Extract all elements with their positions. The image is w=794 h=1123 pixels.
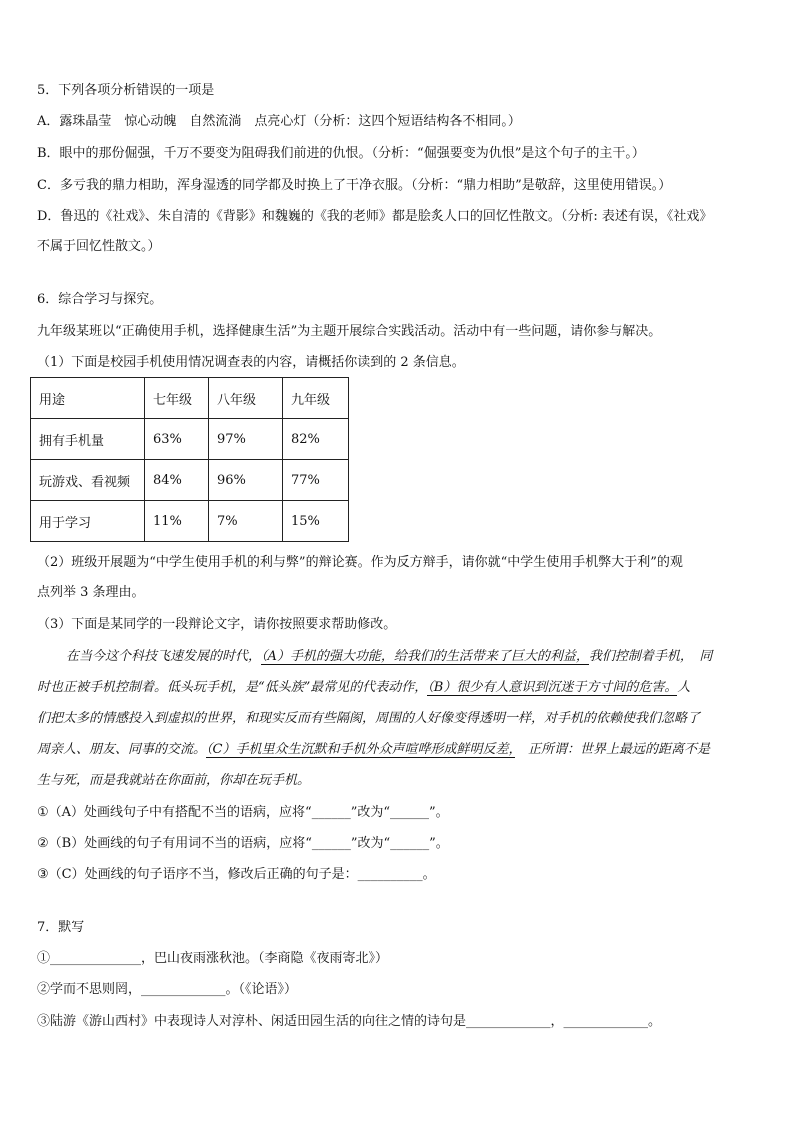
table-cell: 82% — [283, 419, 349, 460]
q6-sub2-line1: （2）班级开展题为“中学生使用手机的利与弊”的辩论赛。作为反方辩手，请你就“中学生使用手机弊大于利”的观 — [37, 555, 683, 570]
passage-text: 我们控制着手机， 同 — [588, 649, 713, 664]
q6-sub1: （1）下面是校园手机使用情况调查表的内容，请概括你读到的 2 条信息。 — [37, 355, 465, 370]
q6-title: 6．综合学习与探究。 — [37, 292, 163, 307]
passage-line-4 — [37, 741, 710, 759]
table-cell: 84% — [145, 460, 209, 501]
passage-line-5: 生与死，而是我就站在你面前，你却在玩手机。 — [37, 773, 311, 788]
table-row — [31, 501, 349, 542]
q5-option-d-line2: 不属于回忆性散文。） — [37, 239, 161, 254]
q6-sub2-line2: 点列举 3 条理由。 — [37, 585, 145, 600]
table-cell: 96% — [209, 460, 283, 501]
table-cell: 7% — [209, 501, 283, 542]
q7-line-1: ①______________，巴山夜雨涨秋池。（李商隐《夜雨寄北》） — [37, 951, 389, 966]
table-cell: 11% — [145, 501, 209, 542]
q5-option-b: B．眼中的那份倔强，千万不要变为阻碍我们前进的仇恨。（分析：“倔强要变为仇恨”是这个句子的主干。） — [37, 146, 645, 161]
table-cell: 拥有手机量 — [31, 419, 145, 460]
passage-text: 在当今这个科技飞速发展的时代， — [66, 649, 262, 664]
q6-item-3: ③（C）处画线的句子语序不当，修改后正确的句子是：__________。 — [37, 867, 436, 882]
table-row — [31, 419, 349, 460]
underlined-sentence-c: （C）手机里众生沉默和手机外众声喧哗形成鲜明反差， — [206, 742, 515, 757]
passage-line-1 — [66, 648, 712, 666]
table-cell: 63% — [145, 419, 209, 460]
table-cell: 玩游戏、看视频 — [31, 460, 145, 501]
q5-option-d-line1: D．鲁迅的《社戏》、朱自清的《背影》和魏巍的《我的老师》都是脍炙人口的回忆性散文。（分析: 表述有误，《社戏》 — [37, 209, 713, 224]
table-header-cell: 八年级 — [209, 378, 283, 419]
table-header-row — [31, 378, 349, 419]
table-header-cell: 用途 — [31, 378, 145, 419]
q5-option-a: A．露珠晶莹 惊心动魄 自然流淌 点亮心灯（分析：这四个短语结构各不相同。） — [37, 114, 521, 129]
passage-line-2 — [37, 679, 690, 697]
table-cell: 97% — [209, 419, 283, 460]
table-row — [31, 460, 349, 501]
table-cell: 15% — [283, 501, 349, 542]
q6-item-2: ②（B）处画线的句子有用词不当的语病，应将“______”改为“______”。 — [37, 836, 449, 851]
underlined-sentence-b: （B）很少有人意识到沉迷于方寸间的危害。 — [427, 680, 678, 695]
q6-sub3: （3）下面是某同学的一段辩论文字，请你按照要求帮助修改。 — [37, 617, 397, 632]
q7-title: 7．默写 — [37, 920, 85, 935]
passage-line-3: 们把太多的情感投入到虚拟的世界，和现实反而有些隔阂，周围的人好像变得透明一样，对手机的依赖使我们忽略了 — [37, 711, 701, 726]
table-header-cell: 七年级 — [145, 378, 209, 419]
passage-text: 时也正被手机控制着。低头玩手机，是“低头族”最常见的代表动作， — [37, 680, 428, 695]
table-header-cell: 九年级 — [283, 378, 349, 419]
q5-title: 5．下列各项分析错误的一项是 — [37, 83, 215, 98]
passage-text: 人 — [677, 680, 691, 695]
survey-table — [30, 377, 349, 542]
q6-item-1: ①（A）处画线句子中有搭配不当的语病，应将“______”改为“______”。 — [37, 805, 449, 820]
table-cell: 用于学习 — [31, 501, 145, 542]
q5-option-c: C．多亏我的鼎力相助，浑身湿透的同学都及时换上了干净衣服。（分析：“鼎力相助”是敬辞，这里使用错误。） — [37, 178, 672, 193]
q6-intro: 九年级某班以“正确使用手机，选择健康生活”为主题开展综合实践活动。活动中有一些问题，请你参与解决。 — [37, 324, 662, 339]
underlined-sentence-a: （A）手机的强大功能，给我们的生活带来了巨大的利益， — [261, 649, 589, 664]
passage-text: 周亲人、朋友、同事的交流。 — [37, 742, 207, 757]
passage-text: 正所谓：世界上最远的距离不是 — [514, 742, 710, 757]
table-cell: 77% — [283, 460, 349, 501]
q7-line-2: ②学而不思则罔，_____________。（《论语》） — [37, 982, 298, 997]
q7-line-3: ③陆游《游山西村》中表现诗人对淳朴、闲适田园生活的向往之情的诗句是_____________，_____________。 — [37, 1014, 662, 1029]
